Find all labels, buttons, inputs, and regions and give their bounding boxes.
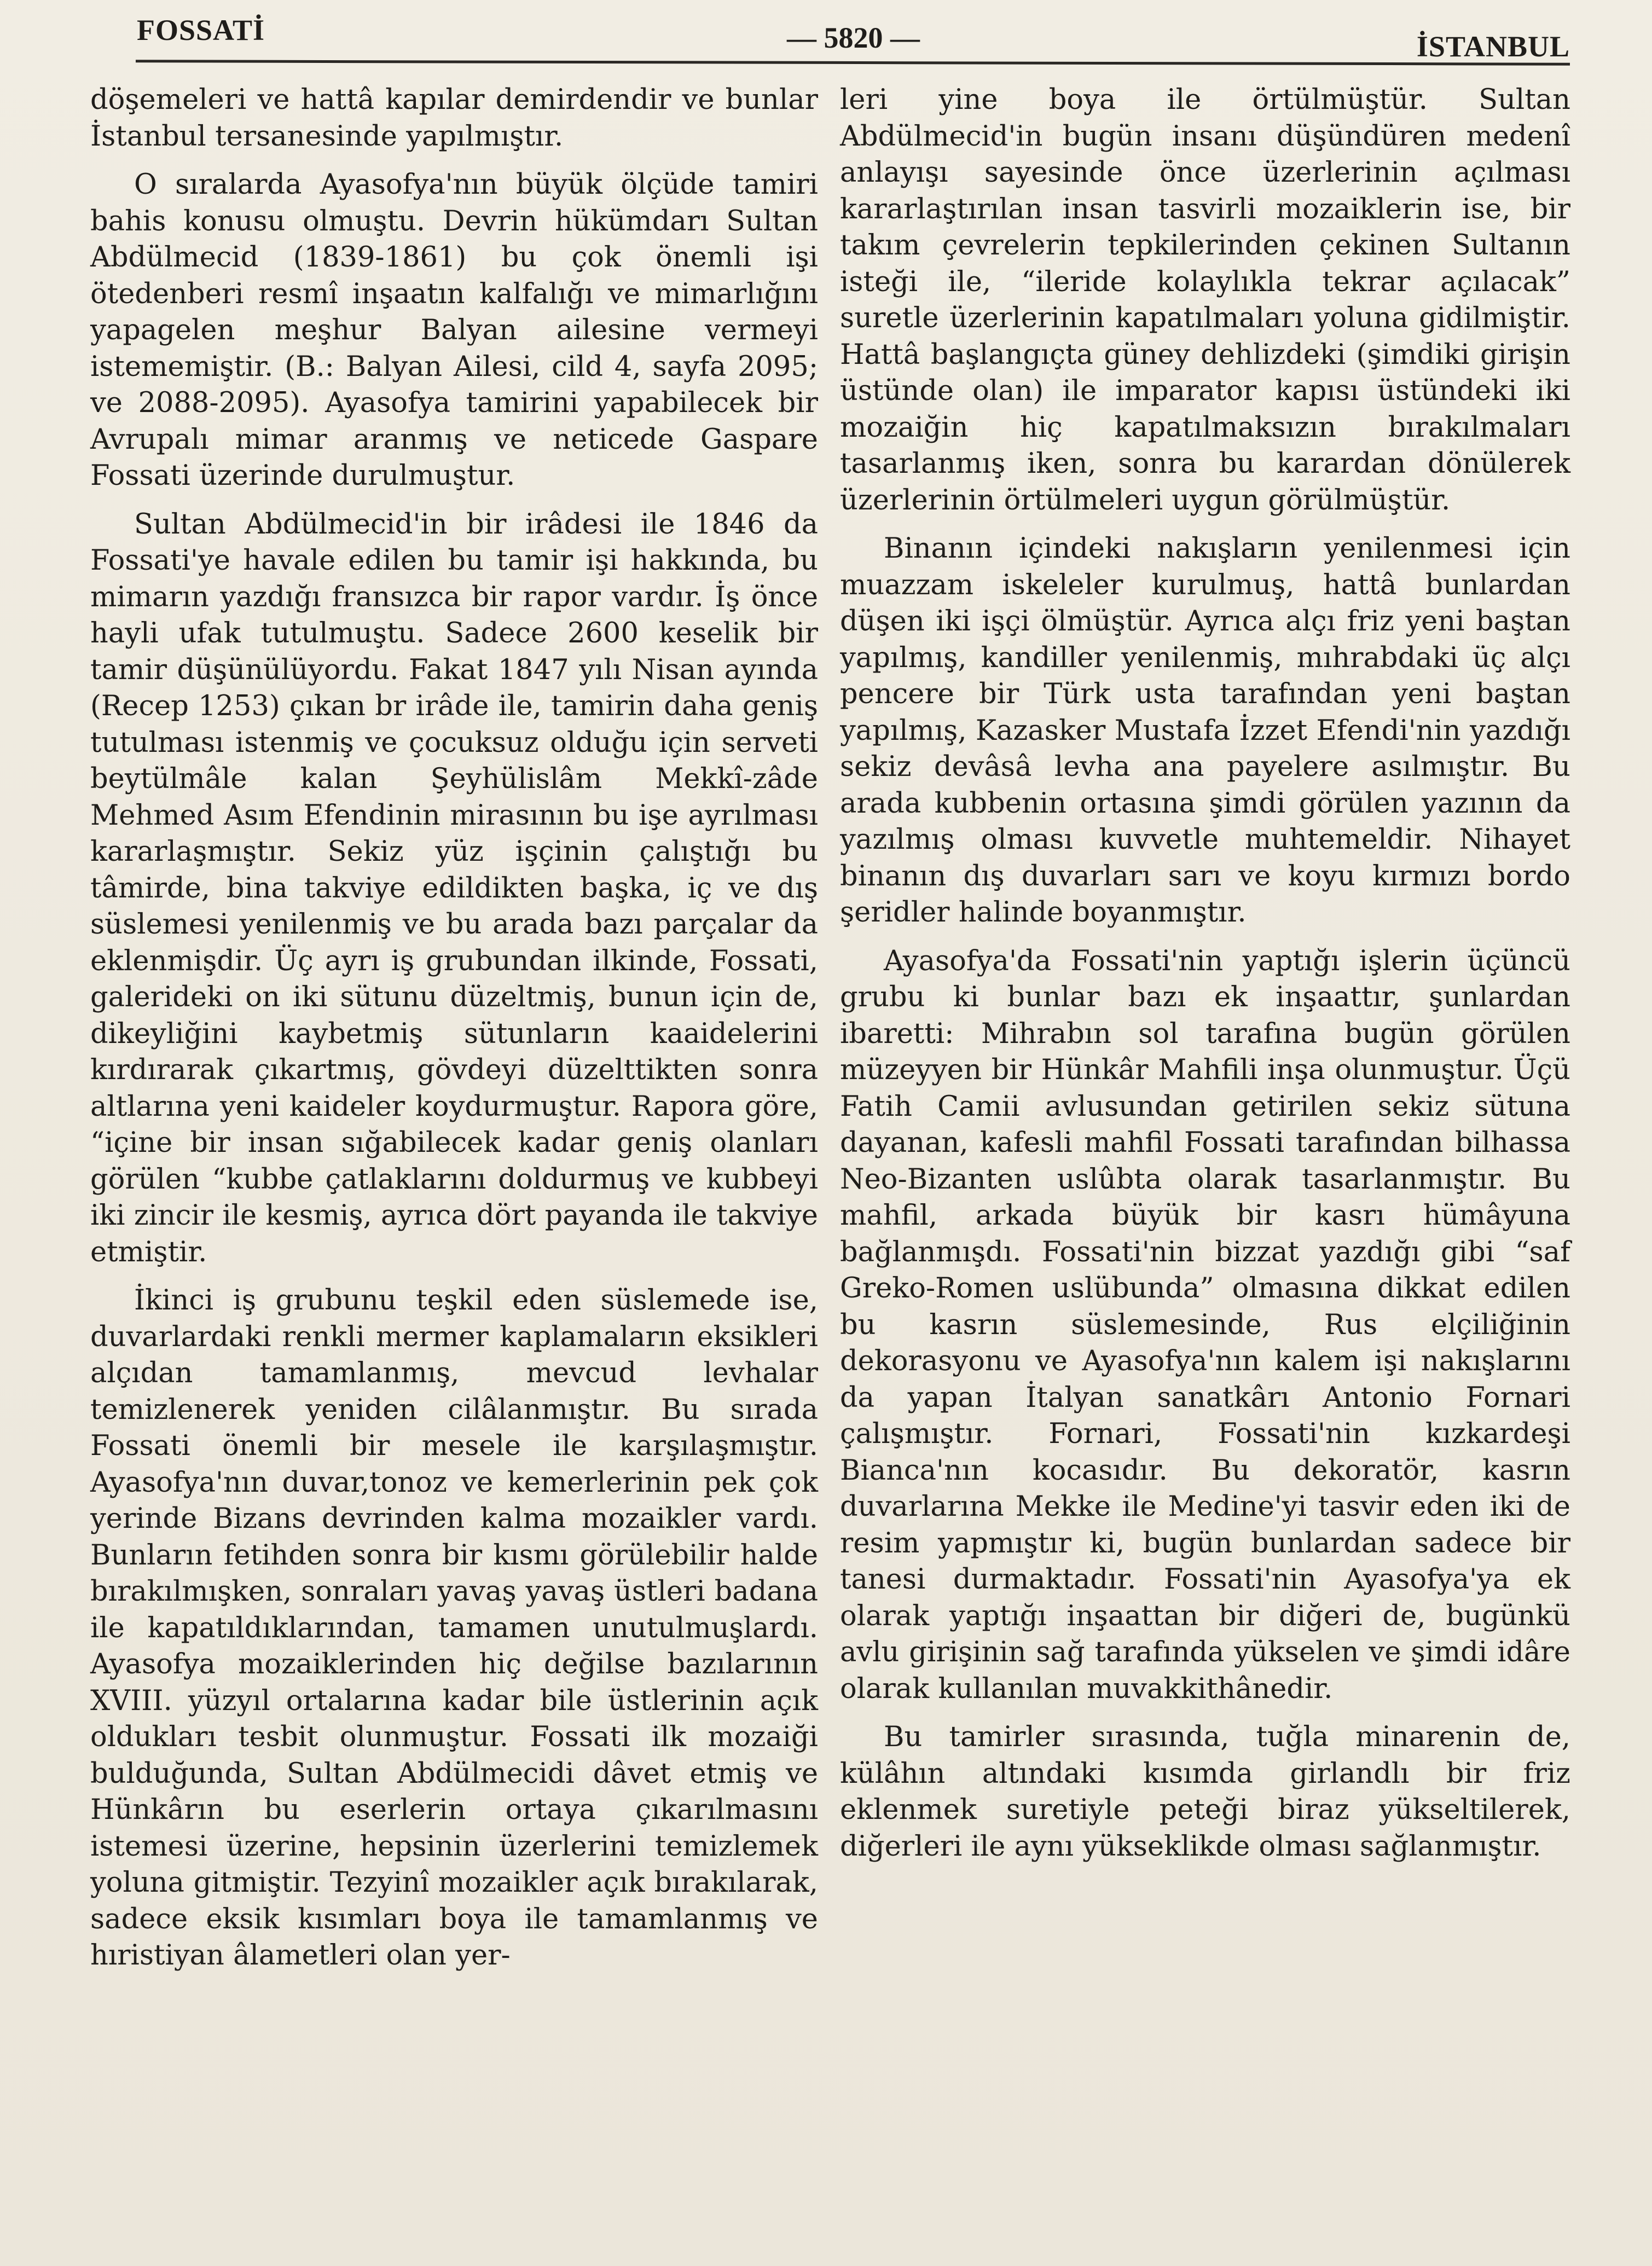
left-column — [90, 82, 818, 1986]
page-header — [137, 13, 1570, 63]
paragraph: Ayasofya'da Fossati'nin yaptığı işlerin üçüncü grubu ki bunlar bazı ek inşaattır, şunlardan ibaretti: Mihrabın sol tarafına bugün görülen müzeyyen bir Hünkâr Mahfili inşa olunmuştur. Üçü Fatih Camii avlusundan getirilen sekiz sütuna dayanan, kafesli mahfil Fossati tarafından bilhassa Neo-Bizanten uslûbta olarak tasarlanmıştır. Bu mahfil, arkada büyük bir kasrı hümâyuna bağlanmışdı. Fossati'nin bizzat yazdığı gibi “saf Greko-Romen uslübunda” olmasına dikkat edilen bu kasrın süslemesinde, Rus elçiliğinin dekorasyonu ve Ayasofya'nın kalem işi nakışlarını da yapan İtalyan sanatkârı Antonio Fornari çalışmıştır. Fornari, Fossati'nin kızkardeşi Bianca'nın kocasıdır. Bu dekoratör, kasrın duvarlarına Mekke ile Medine'yi tasvir eden iki de resim yapmıştır ki, bugün bunlardan sadece bir tanesi durmaktadır. Fossati'nin Ayasofya'ya ek olarak yaptığı inşaattan bir diğeri de, bugünkü avlu girişinin sağ tarafında yükselen ve şimdi idâre olarak kullanılan muvakkithânedir. — [840, 944, 1570, 1705]
right-column — [840, 82, 1570, 1877]
page-number: — 5820 — — [787, 21, 920, 54]
paragraph: Bu tamirler sırasında, tuğla minarenin de, külâhın altındaki kısımda girlandlı bir friz eklenmek suretiyle peteği biraz yükseltilerek, diğerleri ile aynı yükseklikde olması sağlanmıştır. — [840, 1721, 1570, 1863]
paragraph: O sıralarda Ayasofya'nın büyük ölçüde tamiri bahis konusu olmuştu. Devrin hükümdarı Sultan Abdülmecid (1839-1861) bu çok önemli işi ötedenberi resmî inşaatın kalfalığı ve mimarlığını yapagelen meşhur Balyan ailesine vermeyi istememiştir. (B.: Balyan Ailesi, cild 4, sayfa 2095; ve 2088-2095). Ayasofya tamirini yapabilecek bir Avrupalı mimar aranmış ve neticede Gaspare Fossati üzerinde durulmuştur. — [90, 169, 818, 492]
paragraph: leri yine boya ile örtülmüştür. Sultan Abdülmecid'in bugün insanı düşündüren medenî anlayışı sayesinde önce üzerlerinin açılması kararlaştırılan insan tasvirli mozaiklerin ise, bir takım çevrelerin tepkilerinden çekinen Sultanın isteği ile, “ileride kolaylıkla tekrar açılacak” suretle üzerlerinin kapatılmaları yoluna gidilmiştir. Hattâ başlangıçta güney dehlizdeki (şimdiki girişin üstünde olan) ile imparator kapısı üstündeki iki mozaiğin hiç kapatılmaksızın bırakılmaları tasarlanmış iken, sonra bu karardan dönülerek üzerlerinin örtülmeleri uygun görülmüştür. — [840, 84, 1570, 517]
paragraph: Binanın içindeki nakışların yenilenmesi için muazzam iskeleler kurulmuş, hattâ bunlardan düşen iki işçi ölmüştür. Ayrıca alçı friz yeni baştan yapılmış, kandiller yenilenmiş, mıhrabdaki üç alçı pencere bir Türk usta tarafından yeni baştan yapılmış, Kazasker Mustafa İzzet Efendi'nin yazdığı sekiz devâsâ levha ana payelere asılmıştır. Bu arada kubbenin ortasına şimdi görülen yazının da yazılmış olması kuvvetle muhtemeldir. Nihayet binanın dış duvarları sarı ve koyu kırmızı bordo şeridler halinde boyanmıştır. — [840, 532, 1570, 929]
running-head-title: İSTANBUL — [1416, 30, 1570, 63]
paragraph: Sultan Abdülmecid'in bir irâdesi ile 1846 da Fossati'ye havale edilen bu tamir işi hakkında, bu mimarın yazdığı fransızca bir rapor vardır. İş önce hayli ufak tutulmuştu. Sadece 2600 keselik bir tamir düşünülüyordu. Fakat 1847 yılı Nisan ayında (Recep 1253) çıkan br irâde ile, tamirin daha geniş tutulması istenmiş ve çocuksuz olduğu için serveti beytülmâle kalan Şeyhülislâm Mekkî-zâde Mehmed Asım Efendinin mirasının bu işe ayrılması kararlaşmıştır. Sekiz yüz işçinin çalıştığı bu tâmirde, bina takviye edildikten başka, iç ve dış süslemesi yenilenmiş ve bu arada bazı parçalar da eklenmişdir. Üç ayrı iş grubundan ilkinde, Fossati, galerideki on iki sütunu düzeltmiş, bunun için de, dikeyliğini kaybetmiş sütunların kaaidelerini kırdırarak çıkartmış, gövdeyi düzelttikten sonra altlarına yeni kaideler koydurmuştur. Rapora göre, “içine bir insan sığabilecek kadar geniş olanları görülen “kubbe çatlaklarını doldurmuş ve kubbeyi iki zincir ile kesmiş, ayrıca dört payanda ile takviye etmiştir. — [90, 508, 818, 1268]
paragraph: İkinci iş grubunu teşkil eden süslemede ise, duvarlardaki renkli mermer kaplamaların eksikleri alçıdan tamamlanmış, mevcud levhalar temizlenerek yeniden cilâlanmıştır. Bu sırada Fossati önemli bir mesele ile karşılaşmıştır. Ayasofya'nın duvar,tonoz ve kemerlerinin pek çok yerinde Bizans devrinden kalma mozaikler vardı. Bunların fetihden sonra bir kısmı görülebilir halde bırakılmışken, sonraları yavaş yavaş üstleri badana ile kapatıldıklarından, tamamen unutulmuşlardı. Ayasofya mozaiklerinden hiç değilse bazılarının XVIII. yüzyıl ortalarına kadar bile üstlerinin açık oldukları tesbit olunmuştur. Fossati ilk mozaiği bulduğunda, Sultan Abdülmecidi dâvet etmiş ve Hünkârın bu eserlerin ortaya çıkarılmasını istemesi üzerine, hepsinin üzerlerini temizlemek yoluna gitmiştir. Tezyinî mozaikler açık bırakılarak, sadece eksik kısımları boya ile tamamlanmış ve hıristiyan âlametleri olan yer- — [90, 1284, 818, 1972]
running-head-entry: FOSSATİ — [137, 14, 265, 47]
header-rule — [136, 60, 1570, 65]
paragraph: döşemeleri ve hattâ kapılar demirdendir ve bunlar İstanbul tersanesinde yapılmıştır. — [90, 84, 818, 153]
